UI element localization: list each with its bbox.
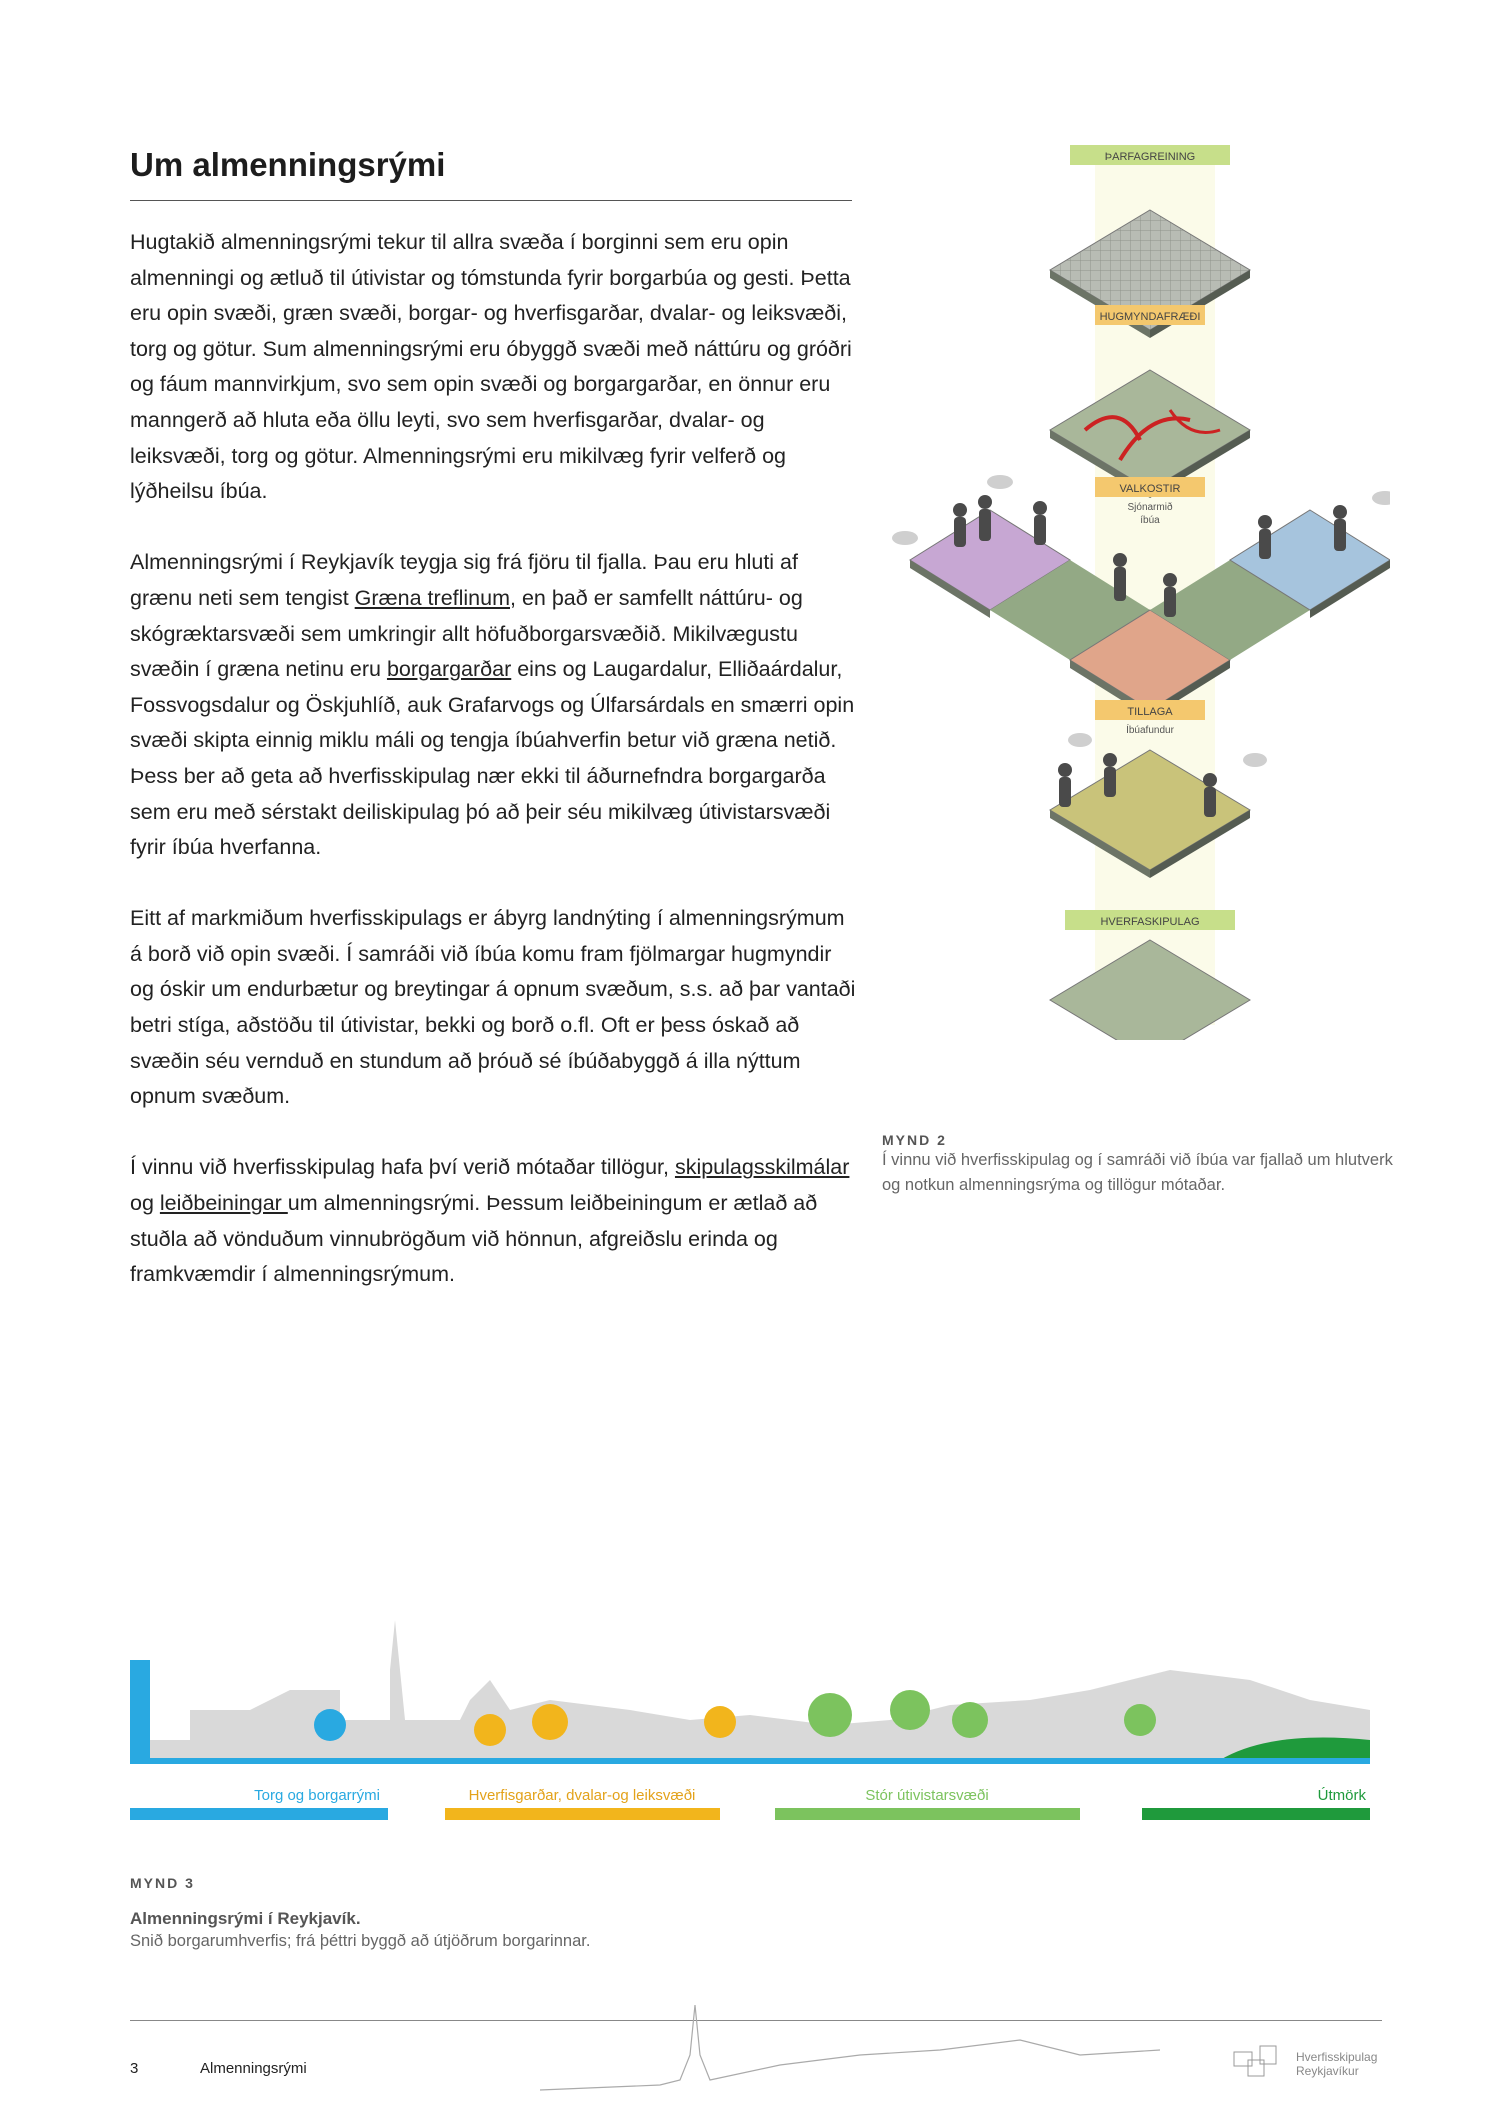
page-title: Um almenningsrými <box>130 146 446 183</box>
band-torg <box>130 1808 388 1820</box>
figure-3-label: MYND 3 <box>130 1875 195 1891</box>
tile-tillaga <box>1050 733 1267 878</box>
stage1-label: ÞARFAGREINING <box>1104 151 1196 163</box>
stage4-label: TILLAGA <box>1127 706 1173 718</box>
link-borgargardar[interactable]: borgargarðar <box>386 657 512 682</box>
paragraph-4: Í vinnu við hverfisskipulag hafa því verið mótaðar tillögur, skipulagsskilmálar og leiðbeiningar um almenningsrými. Þessum leiðbeiningum er ætlað að stuðla að vönduðum vinnubrögðum við hönnun, afgreiðslu erinda og framkvæmdir í almenningsrýmum. <box>130 1155 850 1287</box>
skyline-silhouette <box>130 1620 1370 1760</box>
process-diagram <box>870 140 1390 1040</box>
figure-3-caption <box>130 1875 1030 1954</box>
left-building <box>130 1660 150 1760</box>
figure-3-text: Snið borgarumhverfis; frá þéttri byggð að útjöðrum borgarinnar. <box>130 1932 591 1950</box>
paragraph-1: Hugtakið almenningsrými tekur til allra svæða í borginni sem eru opin almenningi og ætluð til útivistar og tómstunda fyrir borgarbúa og gesti. Þetta eru opin svæði, græn svæði, borgar- og hverfisgarðar, dvalar- og leiksvæði, torg og götur. Sum almenningsrými eru óbyggð svæði með náttúru og gróðri og fáum mannvirkjum, svo sem opin svæði og borgargarðar, en önnur eru manngerð að hluta eða öllu leyti, svo sem hverfisgarðar, dvalar- og leiksvæði, torg og götur. Almenningsrými eru mikilvæg fyrir velferð og lýðheilsu íbúa. <box>130 230 852 504</box>
stage2-label: HUGMYNDAFRÆÐI <box>1099 311 1201 323</box>
tile-hverfaskipulag <box>1050 940 1250 1040</box>
skyline-panorama <box>130 1610 1370 1820</box>
ground-line <box>130 1758 1370 1764</box>
blue-tree <box>314 1709 346 1741</box>
title-divider <box>130 200 852 201</box>
page-number: 3 <box>130 2060 139 2077</box>
logo-icon <box>1230 2042 1290 2082</box>
stage5-label: HVERFASKIPULAG <box>1100 916 1200 928</box>
paragraph-3: Eitt af markmiðum hverfisskipulags er ábyrg landnýting í almenningsrýmum á borð við opin svæði. Í samráði við íbúa komu fram fjölmargar hugmyndir og óskir um endurbætur og breytingar á opnum svæðum, s.s. að þar vantaði betri stíga, aðstöðu til útivistar, bekki og borð o.fl. Oft er þess óskað að svæðin séu vernduð en stundum að þróuð sé íbúðabyggð á illa nýttum opnum svæðum. <box>130 906 856 1109</box>
band3-label: Stór útivistarsvæði <box>865 1787 989 1804</box>
figure-2-caption <box>882 1132 1402 1198</box>
band-utmork <box>1142 1808 1370 1820</box>
stage3-label: VALKOSTIR <box>1119 483 1181 495</box>
band1-label: Torg og borgarrými <box>254 1787 380 1804</box>
band4-label: Útmörk <box>1317 1787 1366 1804</box>
body-text <box>130 225 860 1328</box>
figure-3-title: Almenningsrými í Reykjavík. <box>130 1909 361 1928</box>
link-leidbeiningar[interactable]: leiðbeiningar <box>159 1191 288 1216</box>
band2-label: Hverfisgarðar, dvalar-og leiksvæði <box>468 1787 696 1804</box>
figure-2-label: MYND 2 <box>882 1132 947 1148</box>
logo-text: Hverfisskipulag Reykjavíkur <box>1296 2050 1378 2078</box>
stage4-sub: Íbúafundur <box>1126 725 1174 736</box>
section-name: Almenningsrými <box>200 2060 307 2077</box>
stage3-sub1: Sjónarmið <box>1127 502 1173 513</box>
link-skipulagsskilmalar[interactable]: skipulagsskilmálar <box>674 1155 850 1180</box>
figure-2-text: Í vinnu við hverfisskipulag og í samráði við íbúa var fjallað um hlutverk og notkun almenningsrýma og tillögur mótaðar. <box>882 1151 1393 1194</box>
paragraph-2: Almenningsrými í Reykjavík teygja sig frá fjöru til fjalla. Þau eru hluti af grænu neti sem tengist Græna treflinum, en það er samfellt náttúru- og skógræktarsvæði sem umkringir allt höfuðborgarsvæðið. Mikilvægustu svæðin í græna netinu eru borgargarðar eins og Laugardalur, Elliðaárdalur, Fossvogsdalur og Öskjuhlíð, auk Grafarvogs og Úlfarsárdals en smærri opin svæði skipta einnig miklu máli og tengja íbúahverfin betur við græna netið. Þess ber að geta að hverfisskipulag nær ekki til áðurnefndra borgargarða sem eru með sérstakt deiliskipulag þó að þeir séu mikilvæg útivistarsvæði fyrir íbúa hverfanna. <box>130 550 855 860</box>
band-utivist <box>775 1808 1080 1820</box>
link-graena-treflinum[interactable]: Græna treflinum <box>354 585 511 610</box>
band-hverfisgardar <box>445 1808 720 1820</box>
footer-skyline-icon <box>540 1995 1160 2095</box>
stage3-sub2: íbúa <box>1140 515 1160 526</box>
